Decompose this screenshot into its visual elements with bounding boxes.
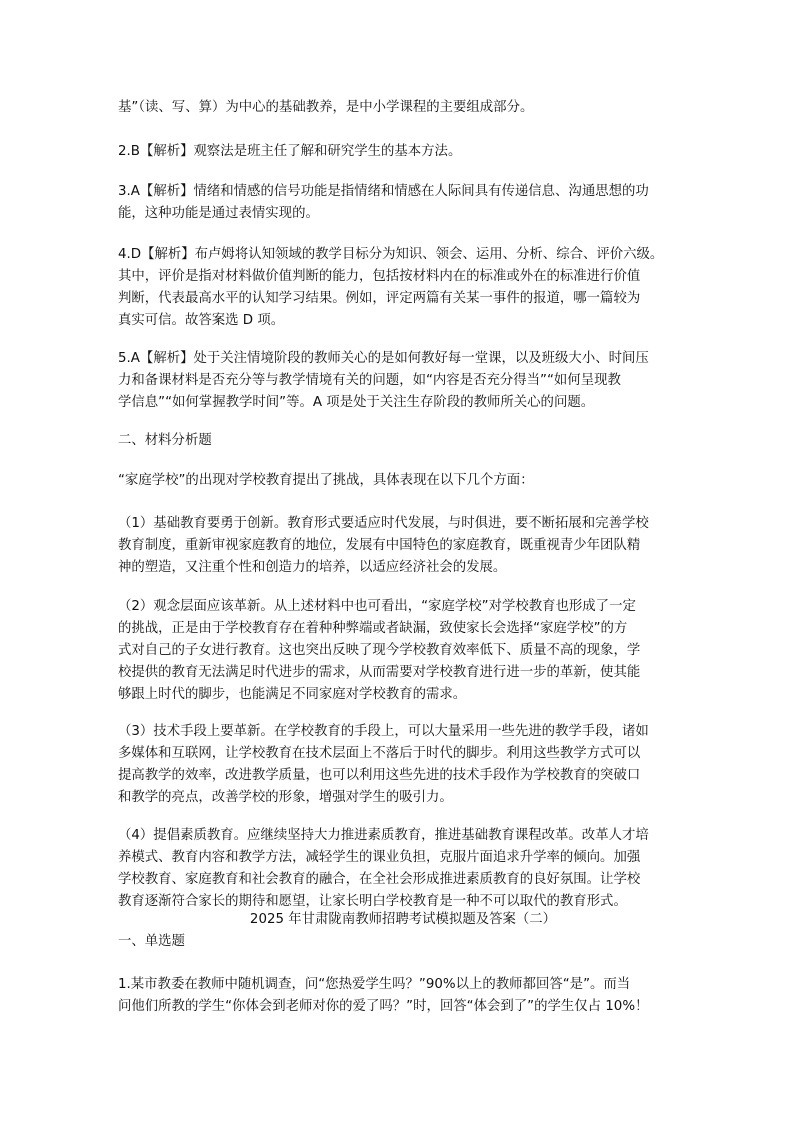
answer-5	[118, 348, 688, 414]
text-line: 学信息”“如何掌握教学时间”等。A 项是处于关注生存阶段的教师所关心的问题。	[118, 395, 595, 410]
point-3	[118, 721, 688, 809]
text-line: 真实可信。故答案选 D 项。	[118, 313, 285, 328]
text-line: 学校教育、家庭教育和社会教育的融合，在全社会形成推进素质教育的良好氛围。让学校	[118, 872, 641, 887]
text-line: （4）提倡素质教育。应继续坚持大力推进素质教育，推进基础教育课程改革。改革人才培	[118, 828, 649, 843]
text-line: 4.D【解析】布卢姆将认知领域的教学目标分为知识、领会、运用、分析、综合、评价六级。	[118, 247, 664, 262]
text-line: （2）观念层面应该革新。从上述材料中也可看出，“家庭学校”对学校教育也形成了一定	[118, 599, 636, 614]
point-2	[118, 596, 688, 706]
section-heading: 二、材料分析题	[118, 433, 212, 448]
point-4	[118, 825, 688, 913]
text-line: 够跟上时代的脚步，也能满足不同家庭对学校教育的需求。	[118, 687, 467, 702]
text-line: 问他们所教的学生“你体会到老师对你的爱了吗？”时，回答“体会到了”的学生仅占 10%！	[118, 999, 649, 1014]
text-line: 的挑战，正是由于学校教育存在着种种弊端或者缺漏，致使家长会选择“家庭学校”的方	[118, 621, 628, 636]
text-line: 判断，代表最高水平的认知学习结果。例如，评定两篇有关某一事件的报道，哪一篇较为	[118, 291, 641, 306]
text-line: 教育制度，重新审视家庭教育的地位，发展有中国特色的家庭教育，既重视青少年团队精	[118, 538, 641, 553]
text-line: （1）基础教育要勇于创新。教育形式要适应时代发展，与时俱进，要不断拓展和完善学校	[118, 516, 649, 531]
section-heading-single-choice	[118, 931, 688, 953]
text-line: 其中，评价是指对材料做价值判断的能力，包括按材料内在的标准或外在的标准进行价值	[118, 269, 641, 284]
point-1	[118, 513, 688, 579]
text-line: 养模式、教育内容和教学方法，减轻学生的课业负担，克服片面追求升学率的倾向。加强	[118, 850, 641, 865]
text-line: 基”（读、写、算）为中心的基础教养，是中小学课程的主要组成部分。	[118, 100, 534, 115]
section-heading: 一、单选题	[118, 934, 185, 949]
question-1	[118, 974, 688, 1018]
text-line: 提高教学的效率，改进教学质量，也可以利用这些先进的技术手段作为学校教育的突破口	[118, 768, 641, 783]
section-heading-material-analysis	[118, 430, 688, 452]
paragraph-continuation	[118, 97, 688, 119]
text-line: 能，这种功能是通过表情实现的。	[118, 206, 319, 221]
text-line: 2.B【解析】观察法是班主任了解和研究学生的基本方法。	[118, 144, 462, 159]
page-title: 2025 年甘肃陇南教师招聘考试模拟题及答案（二）	[249, 912, 557, 927]
text-line: 3.A【解析】情绪和情感的信号功能是指情绪和情感在人际间具有传递信息、沟通思想的功	[118, 184, 649, 199]
answer-4	[118, 244, 688, 332]
text-line: 5.A【解析】处于关注情境阶段的教师关心的是如何教好每一堂课，以及班级大小、时间压	[118, 351, 649, 366]
text-line: 和教学的亮点，改善学校的形象，增强对学生的吸引力。	[118, 790, 453, 805]
text-line: 1.某市教委在教师中随机调查，问“您热爱学生吗？”90%以上的教师都回答“是”。而当	[118, 977, 631, 992]
text-line: 式对自己的子女进行教育。这也突出反映了现今学校教育效率低下、质量不高的现象，学	[118, 643, 641, 658]
text-line: 教育逐渐符合家长的期待和愿望，让家长明白学校教育是一种不可以取代的教育形式。	[118, 894, 627, 909]
text-line: “家庭学校”的出现对学校教育提出了挑战，具体表现在以下几个方面：	[118, 473, 534, 488]
answer-2	[118, 141, 688, 163]
text-line: 神的塑造，又注重个性和创造力的培养，以适应经济社会的发展。	[118, 560, 507, 575]
exam-title	[118, 909, 688, 931]
text-line: 校提供的教育无法满足时代进步的需求，从而需要对学校教育进行进一步的革新，使其能	[118, 665, 641, 680]
text-line: 力和备课材料是否充分等与教学情境有关的问题，如“内容是否充分得当”“如何呈现教	[118, 373, 621, 388]
text-line: 多媒体和互联网，让学校教育在技术层面上不落后于时代的脚步。利用这些教学方式可以	[118, 746, 641, 761]
answer-3	[118, 181, 688, 225]
text-line: （3）技术手段上要革新。在学校教育的手段上，可以大量采用一些先进的教学手段，诸如	[118, 724, 649, 739]
material-intro	[118, 470, 688, 492]
